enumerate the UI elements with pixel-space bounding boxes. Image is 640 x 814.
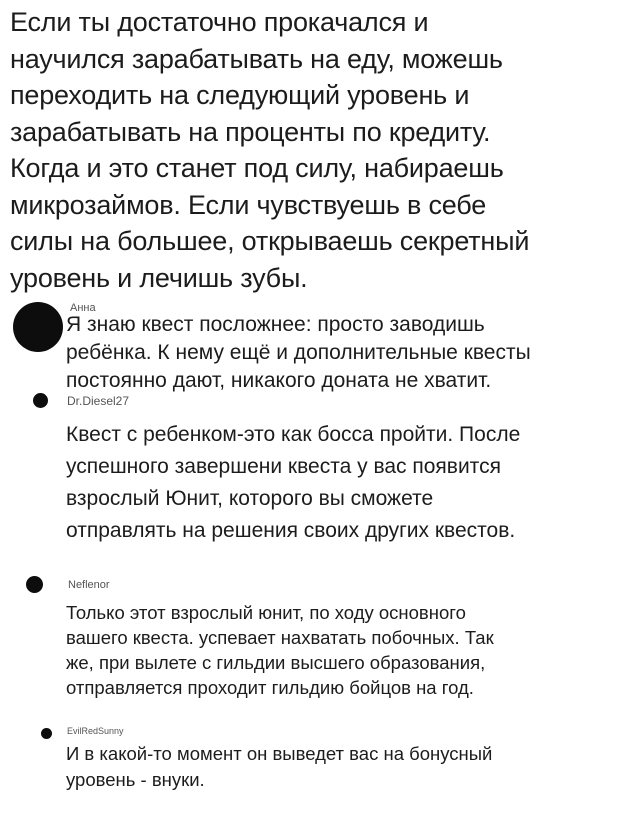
post-line: силы на большее, открываешь секретный (10, 226, 530, 256)
comment-text (66, 600, 494, 700)
comment-line: ребёнка. К нему ещё и дополнительные квесты (66, 341, 531, 364)
avatar[interactable] (13, 302, 63, 352)
comment-line: И в какой-то момент он выведет вас на бонусный (66, 743, 493, 764)
post-line: микрозаймов. Если чувствуешь в себе (10, 189, 487, 220)
avatar[interactable] (41, 728, 52, 739)
comment-line: отправляется проходит гильдию бойцов на год. (66, 677, 474, 698)
comment-line: взрослый Юнит, которого вы сможете (66, 487, 434, 510)
avatar[interactable] (33, 393, 48, 408)
post-line: переходить на следующий уровень и (10, 80, 470, 110)
comment-text (66, 311, 531, 395)
comment-username[interactable]: Анна (70, 302, 96, 314)
comment-username[interactable]: Neflenor (68, 579, 110, 591)
comment-line: Я знаю квест посложнее: просто заводишь (66, 313, 485, 336)
post-line: научился зарабатывать на еду, можешь (10, 43, 503, 74)
comment-username[interactable]: EvilRedSunny (67, 726, 124, 736)
comment-line: успешного завершени квеста у вас появится (66, 455, 501, 478)
post-line: Если ты достаточно прокачался и (10, 7, 429, 37)
comment-line: Только этот взрослый юнит, по ходу основного (66, 602, 466, 623)
comment-line: уровень - внуки. (66, 769, 205, 790)
comment-line: вашего квеста. успевает нахватать побочных. Так (66, 627, 494, 648)
post-text (10, 4, 632, 296)
post-line: зарабатывать на проценты по кредиту. (10, 116, 491, 147)
comment-line: постоянно дают, никакого доната не хватит. (66, 369, 492, 392)
avatar[interactable] (26, 576, 43, 593)
post-line: уровень и лечишь зубы. (10, 262, 308, 293)
comment-line: Квест с ребенком-это как босса пройти. После (66, 423, 521, 446)
comment-line: отправлять на решения своих других квестов. (66, 519, 516, 542)
comment-line: же, при вылете с гильдии высшего образования, (66, 652, 486, 673)
post-line: Когда и это станет под силу, набираешь (10, 153, 504, 183)
comment-text (66, 419, 520, 547)
comment-username[interactable]: Dr.Diesel27 (67, 394, 130, 408)
comment-text (66, 741, 492, 793)
